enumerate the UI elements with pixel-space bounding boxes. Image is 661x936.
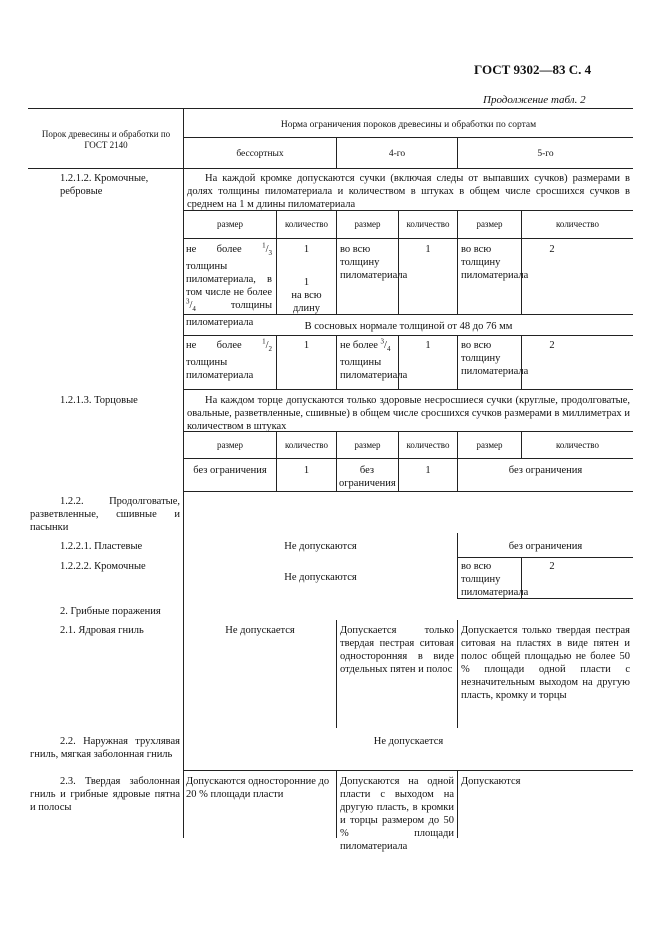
- norm-header: Норма ограничения пороков древесины и обработки по сортам: [280, 120, 537, 130]
- nongraded-21: Не допускается: [225, 625, 295, 636]
- row-label-1212: 1.2.1.2. Кромочные, ребровые: [60, 173, 149, 197]
- defect-column-header: Порок древесины и обработки по ГОСТ 2140: [41, 129, 171, 150]
- pine-grade5-qty: 2: [549, 340, 555, 351]
- row-line: [457, 598, 633, 599]
- all-grades-22: Не допускается: [373, 736, 444, 747]
- nongraded-qty-1213: 1: [303, 465, 310, 476]
- grade4-23: Допускаются на одной пласти с выходом на другую пласть, в кромки и торцы размером до 50 % площади пиломатериала: [340, 776, 454, 852]
- table-continuation: Продолжение табл. 2: [483, 94, 586, 106]
- grade-4-header: 4-го: [388, 149, 406, 159]
- grade-nongraded-header: бессортных: [236, 149, 284, 159]
- subheader-qty: количество: [285, 219, 328, 229]
- subcol-divider: [457, 335, 458, 389]
- grade5-23: Допускаются: [461, 776, 521, 787]
- grade4-size-1212: во всю толщину пиломатериала: [340, 244, 408, 281]
- row-line: [183, 431, 633, 432]
- subheader-qty: количество: [406, 440, 450, 450]
- row-label-1221: 1.2.2.1. Пластевые: [60, 541, 143, 552]
- row-line: [183, 770, 633, 771]
- nongraded-grade4-1222: Не допускаются: [284, 572, 357, 583]
- subheader-qty: количество: [285, 440, 328, 450]
- nongraded-grade4-1221: Не допускаются: [284, 541, 357, 552]
- table-top-line: [28, 108, 633, 109]
- subheader-size: размер: [216, 219, 244, 229]
- row-line: [457, 557, 633, 558]
- pine-nongraded-qty: 1: [303, 340, 310, 351]
- row-label-2: 2. Грибные поражения: [60, 606, 161, 617]
- col-divider: [457, 557, 458, 598]
- col-divider: [336, 620, 337, 728]
- grade5-size-1212: во всю толщину пиломатериала: [461, 244, 529, 281]
- row-line: [183, 491, 633, 492]
- nongraded-size-1212: не более $^1/_3$ толщины пиломатериала, в том числе не более $^3/_4$ толщины пиломатериала: [186, 241, 272, 329]
- grade5-qty-1212: 2: [549, 244, 555, 255]
- subheader-qty: количество: [406, 219, 450, 229]
- row-label-1213: 1.2.1.3. Торцовые: [60, 395, 138, 406]
- subheader-qty: количество: [556, 219, 599, 229]
- subheader-qty: количество: [556, 440, 599, 450]
- row-label-21: 2.1. Ядровая гниль: [60, 625, 144, 636]
- grade4-size-1213: без ограничения: [339, 465, 396, 489]
- grade4-21: Допускается только твердая пестрая ситовая односторонняя в виде отдельных пятен и полос: [340, 625, 454, 675]
- header-split-line: [183, 137, 633, 138]
- grade4-qty-1212: 1: [425, 244, 431, 255]
- subheader-bottom-line-1: [183, 238, 633, 239]
- grade4-qty-1213: 1: [425, 465, 431, 476]
- row-label-122: 1.2.2. Продолговатые, разветвленные, сшивные и пасынки: [30, 496, 180, 533]
- grade-5-header: 5-го: [537, 149, 554, 159]
- subheader-size: размер: [216, 440, 244, 450]
- nongraded-23: Допускаются односторонние до 20 % площади пласти: [186, 776, 330, 800]
- pine-grade4-size: не более $^3/_4$ толщины пиломатериала: [340, 337, 408, 382]
- grade5-size-1222: во всю толщину пиломатериала: [461, 561, 529, 598]
- column-divider-grade4-head: [336, 137, 337, 168]
- row-line: [183, 458, 633, 459]
- subheader-size: размер: [354, 219, 381, 229]
- row-line: [183, 314, 633, 315]
- row-description-1213: На каждом торце допускаются только здоровые несросшиеся сучки (круглые, продолговатые, овальные, разветвленные, сшивные) в общем числе сросшихся сучков размерами в миллиметрах и количеством в штуках: [187, 395, 630, 432]
- grade5-21: Допускается только твердая пестрая ситовая на пластях в виде пятен и полос общей площадью не более 50 % площади одной пласти с незначительным выходом на другую пласть, кромку и торцы: [461, 625, 630, 701]
- pine-note: В сосновых нормале толщиной от 48 до 76 мм: [304, 321, 513, 332]
- subheader-size: размер: [476, 440, 503, 450]
- subheader-size: размер: [476, 219, 503, 229]
- nongraded-size-1213: без ограничения: [193, 465, 267, 476]
- subheader-top-line-1: [183, 210, 633, 211]
- row-label-22: 2.2. Наружная трухлявая гниль, мягкая заболонная гниль: [30, 736, 180, 760]
- nongraded-qty-1212: 1: [303, 244, 310, 255]
- row-label-1222: 1.2.2.2. Кромочные: [60, 561, 146, 572]
- subcol-divider: [336, 335, 337, 389]
- pine-grade5-size: во всю толщину пиломатериала: [461, 340, 529, 377]
- subheader-size: размер: [354, 440, 381, 450]
- col-divider: [457, 620, 458, 728]
- grade5-1213: без ограничения: [508, 465, 583, 476]
- grade5-qty-1222: 2: [549, 561, 555, 572]
- col-divider: [336, 770, 337, 838]
- nongraded-qty-1212-length: на всю длину: [291, 290, 322, 314]
- column-divider-grade5-head: [457, 137, 458, 168]
- row-line: [183, 335, 633, 336]
- pine-grade4-qty: 1: [425, 340, 431, 351]
- row-line: [183, 389, 633, 390]
- col-divider: [457, 770, 458, 838]
- grade5-1221: без ограничения: [508, 541, 583, 552]
- row-description-1212: На каждой кромке допускаются сучки (включая следы от выпавших сучков) размерами в долях толщины пиломатериала и количеством в штуках в общем числе сросшихся сучков в среднем на 1 м длины пиломатериала: [187, 173, 630, 210]
- nongraded-qty-1212-b: 1: [303, 277, 310, 288]
- header-bottom-line: [28, 168, 633, 169]
- row-label-23: 2.3. Твердая заболонная гниль и грибные ядровые пятна и полосы: [30, 776, 180, 813]
- document-header: ГОСТ 9302—83 С. 4: [474, 62, 592, 77]
- pine-nongraded-size: не более $^1/_2$ толщины пиломатериала: [186, 337, 272, 382]
